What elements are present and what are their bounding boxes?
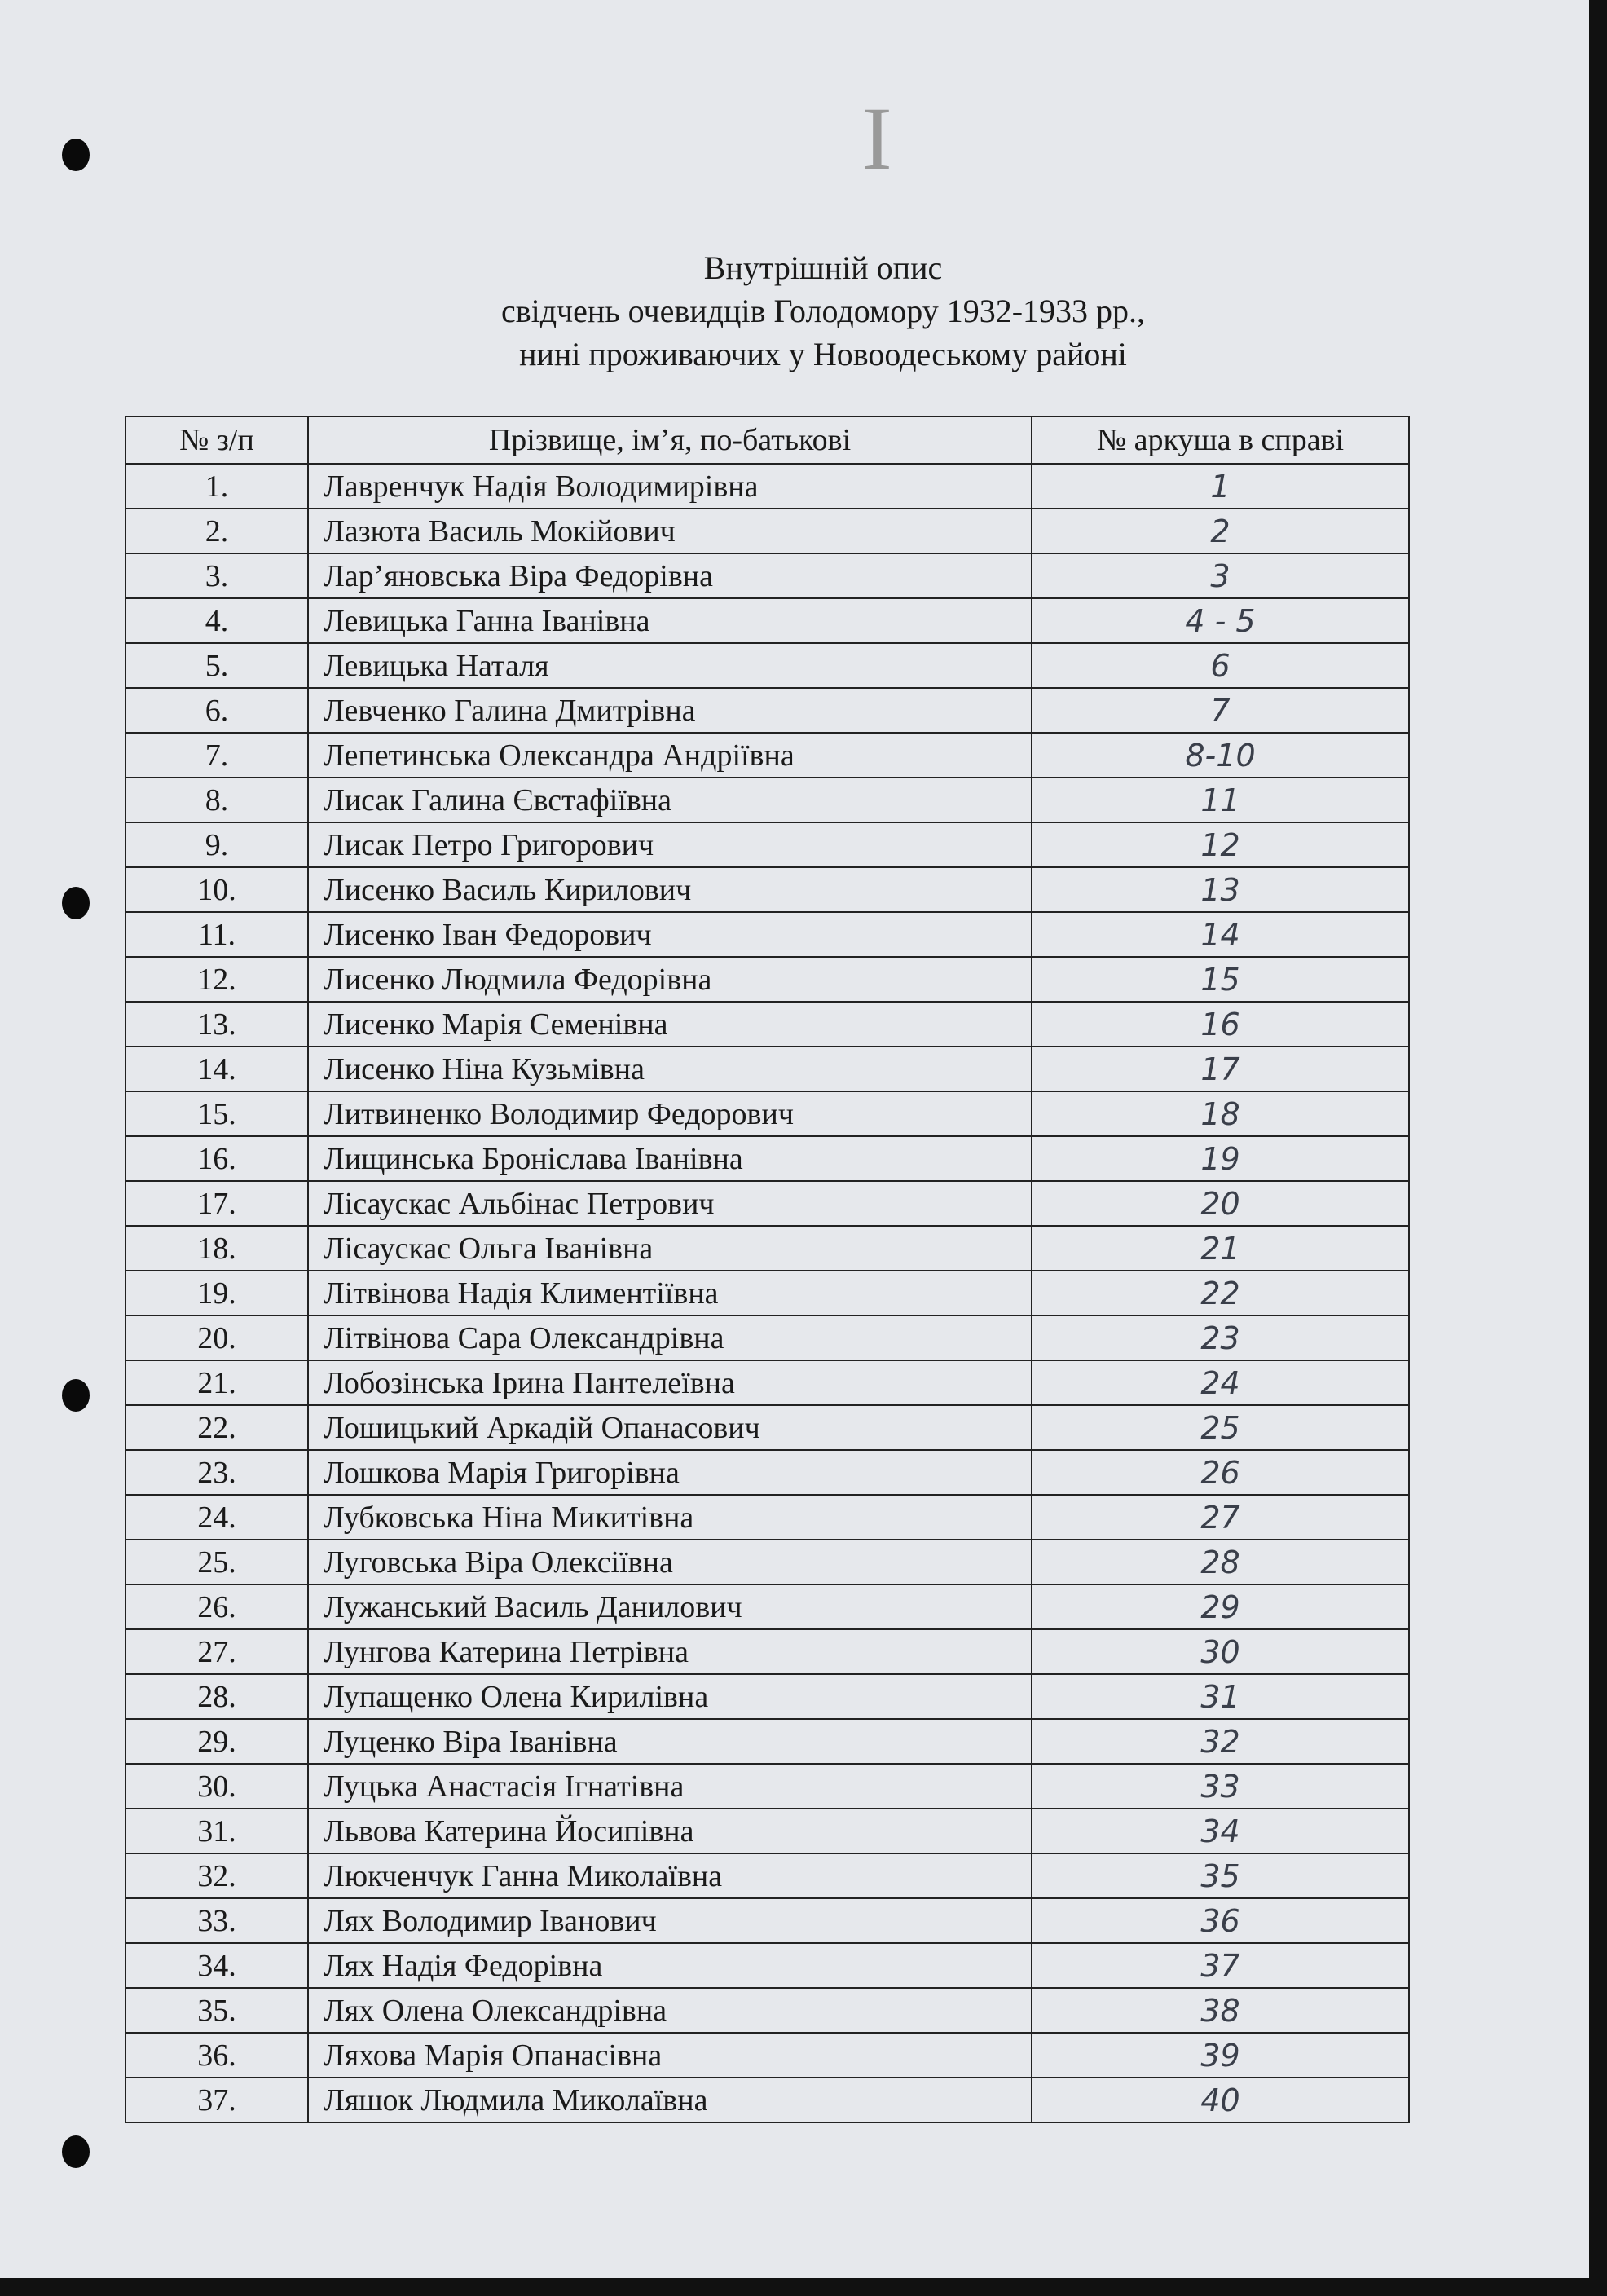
cell-sheet: 38 — [1032, 1988, 1409, 2033]
table-row — [125, 1988, 1409, 2033]
cell-num: 29. — [125, 1719, 308, 1764]
cell-sheet: 30 — [1032, 1629, 1409, 1674]
cell-name: Лях Надія Федорівна — [308, 1943, 1032, 1988]
cell-name: Лисенко Марія Семенівна — [308, 1002, 1032, 1047]
cell-num: 23. — [125, 1450, 308, 1495]
table-row — [125, 509, 1409, 553]
cell-num: 12. — [125, 957, 308, 1002]
cell-sheet: 26 — [1032, 1450, 1409, 1495]
table-row — [125, 1047, 1409, 1091]
cell-sheet: 31 — [1032, 1674, 1409, 1719]
cell-sheet: 7 — [1032, 688, 1409, 733]
cell-num: 20. — [125, 1315, 308, 1360]
cell-sheet: 24 — [1032, 1360, 1409, 1405]
cell-num: 4. — [125, 598, 308, 643]
cell-sheet: 14 — [1032, 912, 1409, 957]
cell-name: Лепетинська Олександра Андріївна — [308, 733, 1032, 778]
table-row — [125, 1629, 1409, 1674]
cell-num: 3. — [125, 553, 308, 598]
cell-sheet: 13 — [1032, 867, 1409, 912]
cell-sheet: 23 — [1032, 1315, 1409, 1360]
cell-num: 26. — [125, 1584, 308, 1629]
table-row — [125, 2033, 1409, 2078]
table-row — [125, 912, 1409, 957]
cell-sheet: 39 — [1032, 2033, 1409, 2078]
cell-sheet: 40 — [1032, 2078, 1409, 2122]
cell-sheet: 28 — [1032, 1540, 1409, 1584]
cell-name: Лупащенко Олена Кирилівна — [308, 1674, 1032, 1719]
cell-sheet: 37 — [1032, 1943, 1409, 1988]
cell-name: Лисенко Василь Кирилович — [308, 867, 1032, 912]
table-row — [125, 957, 1409, 1002]
cell-num: 30. — [125, 1764, 308, 1809]
cell-sheet: 19 — [1032, 1136, 1409, 1181]
cell-name: Луцька Анастасія Ігнатівна — [308, 1764, 1032, 1809]
cell-sheet: 27 — [1032, 1495, 1409, 1540]
cell-name: Лисенко Ніна Кузьмівна — [308, 1047, 1032, 1091]
header-sheet: № аркуша в справі — [1032, 416, 1409, 464]
cell-sheet: 15 — [1032, 957, 1409, 1002]
table-row — [125, 1226, 1409, 1271]
table-row — [125, 1674, 1409, 1719]
cell-sheet: 12 — [1032, 822, 1409, 867]
inventory-table — [125, 416, 1410, 2123]
table-row — [125, 1181, 1409, 1226]
table-row — [125, 1136, 1409, 1181]
cell-num: 10. — [125, 867, 308, 912]
cell-num: 2. — [125, 509, 308, 553]
punch-hole — [62, 2135, 90, 2168]
cell-name: Лях Олена Олександрівна — [308, 1988, 1032, 2033]
scan-edge-bottom — [0, 2278, 1607, 2296]
cell-name: Літвінова Надія Климентіївна — [308, 1271, 1032, 1315]
table-row — [125, 1584, 1409, 1629]
cell-sheet: 16 — [1032, 1002, 1409, 1047]
table-row — [125, 1853, 1409, 1898]
table-row — [125, 1809, 1409, 1853]
cell-num: 9. — [125, 822, 308, 867]
cell-name: Лазюта Василь Мокійович — [308, 509, 1032, 553]
cell-num: 6. — [125, 688, 308, 733]
cell-name: Лисенко Іван Федорович — [308, 912, 1032, 957]
cell-sheet: 11 — [1032, 778, 1409, 822]
table-row — [125, 598, 1409, 643]
cell-sheet: 29 — [1032, 1584, 1409, 1629]
cell-name: Левицька Ганна Іванівна — [308, 598, 1032, 643]
cell-name: Луценко Віра Іванівна — [308, 1719, 1032, 1764]
table-header — [125, 416, 1409, 464]
table-row — [125, 1719, 1409, 1764]
table-row — [125, 733, 1409, 778]
cell-name: Лисак Галина Євстафіївна — [308, 778, 1032, 822]
table-row — [125, 1271, 1409, 1315]
table-row — [125, 1002, 1409, 1047]
cell-sheet: 21 — [1032, 1226, 1409, 1271]
cell-num: 7. — [125, 733, 308, 778]
cell-num: 13. — [125, 1002, 308, 1047]
cell-sheet: 22 — [1032, 1271, 1409, 1315]
cell-num: 36. — [125, 2033, 308, 2078]
cell-num: 25. — [125, 1540, 308, 1584]
cell-num: 28. — [125, 1674, 308, 1719]
cell-name: Лавренчук Надія Володимирівна — [308, 464, 1032, 509]
cell-name: Лошкова Марія Григорівна — [308, 1450, 1032, 1495]
punch-hole — [62, 887, 90, 919]
header-number: № з/п — [125, 416, 308, 464]
cell-sheet: 34 — [1032, 1809, 1409, 1853]
cell-name: Левицька Наталя — [308, 643, 1032, 688]
table-row — [125, 643, 1409, 688]
cell-num: 35. — [125, 1988, 308, 2033]
table-row — [125, 1898, 1409, 1943]
cell-name: Ляхова Марія Опанасівна — [308, 2033, 1032, 2078]
cell-num: 31. — [125, 1809, 308, 1853]
cell-sheet: 2 — [1032, 509, 1409, 553]
cell-num: 34. — [125, 1943, 308, 1988]
title-line-3: нині проживаючих у Новоодеському районі — [519, 336, 1127, 372]
cell-num: 24. — [125, 1495, 308, 1540]
table-row — [125, 464, 1409, 509]
cell-name: Лисенко Людмила Федорівна — [308, 957, 1032, 1002]
cell-sheet: 8-10 — [1032, 733, 1409, 778]
cell-name: Лобозінська Ірина Пантелеївна — [308, 1360, 1032, 1405]
cell-sheet: 18 — [1032, 1091, 1409, 1136]
cell-name: Левченко Галина Дмитрівна — [308, 688, 1032, 733]
cell-num: 15. — [125, 1091, 308, 1136]
table-row — [125, 1764, 1409, 1809]
table-row — [125, 2078, 1409, 2122]
table-row — [125, 778, 1409, 822]
cell-name: Лісаускас Ольга Іванівна — [308, 1226, 1032, 1271]
punch-hole — [62, 139, 90, 171]
cell-name: Лубковська Ніна Микитівна — [308, 1495, 1032, 1540]
cell-num: 22. — [125, 1405, 308, 1450]
cell-num: 21. — [125, 1360, 308, 1405]
cell-num: 1. — [125, 464, 308, 509]
cell-name: Лар’яновська Віра Федорівна — [308, 553, 1032, 598]
cell-sheet: 6 — [1032, 643, 1409, 688]
cell-name: Лужанський Василь Данилович — [308, 1584, 1032, 1629]
table-row — [125, 553, 1409, 598]
cell-name: Луговська Віра Олексіївна — [308, 1540, 1032, 1584]
table-row — [125, 822, 1409, 867]
table-row — [125, 1943, 1409, 1988]
cell-sheet: 4 - 5 — [1032, 598, 1409, 643]
table-row — [125, 1450, 1409, 1495]
cell-num: 17. — [125, 1181, 308, 1226]
cell-name: Лунгова Катерина Петрівна — [308, 1629, 1032, 1674]
cell-sheet: 33 — [1032, 1764, 1409, 1809]
cell-name: Літвінова Сара Олександрівна — [308, 1315, 1032, 1360]
cell-sheet: 25 — [1032, 1405, 1409, 1450]
table-row — [125, 1315, 1409, 1360]
cell-num: 27. — [125, 1629, 308, 1674]
cell-num: 16. — [125, 1136, 308, 1181]
punch-hole — [62, 1379, 90, 1412]
cell-num: 33. — [125, 1898, 308, 1943]
cell-name: Лисак Петро Григорович — [308, 822, 1032, 867]
table-row — [125, 1360, 1409, 1405]
cell-num: 37. — [125, 2078, 308, 2122]
cell-sheet: 20 — [1032, 1181, 1409, 1226]
table-row — [125, 1091, 1409, 1136]
cell-name: Львова Катерина Йосипівна — [308, 1809, 1032, 1853]
cell-sheet: 35 — [1032, 1853, 1409, 1898]
cell-sheet: 17 — [1032, 1047, 1409, 1091]
cell-num: 8. — [125, 778, 308, 822]
cell-name: Лошицький Аркадій Опанасович — [308, 1405, 1032, 1450]
cell-num: 11. — [125, 912, 308, 957]
cell-sheet: 1 — [1032, 464, 1409, 509]
cell-name: Литвиненко Володимир Федорович — [308, 1091, 1032, 1136]
header-name: Прізвище, ім’я, по-батькові — [308, 416, 1032, 464]
cell-name: Ляшок Людмила Миколаївна — [308, 2078, 1032, 2122]
cell-sheet: 32 — [1032, 1719, 1409, 1764]
table-row — [125, 1405, 1409, 1450]
cell-name: Лищинська Броніслава Іванівна — [308, 1136, 1032, 1181]
cell-name: Люкченчук Ганна Миколаївна — [308, 1853, 1032, 1898]
cell-num: 18. — [125, 1226, 308, 1271]
table-row — [125, 1495, 1409, 1540]
cell-sheet: 36 — [1032, 1898, 1409, 1943]
table-row — [125, 688, 1409, 733]
cell-num: 14. — [125, 1047, 308, 1091]
cell-sheet: 3 — [1032, 553, 1409, 598]
table-row — [125, 867, 1409, 912]
handwritten-marker: I — [862, 89, 892, 188]
cell-num: 32. — [125, 1853, 308, 1898]
table-row — [125, 1540, 1409, 1584]
title-line-2: свідчень очевидців Голодомору 1932-1933 рр., — [500, 293, 1146, 329]
title-line-1: Внутрішній опис — [703, 249, 943, 286]
cell-name: Лісаускас Альбінас Петрович — [308, 1181, 1032, 1226]
cell-name: Лях Володимир Іванович — [308, 1898, 1032, 1943]
cell-num: 5. — [125, 643, 308, 688]
cell-num: 19. — [125, 1271, 308, 1315]
